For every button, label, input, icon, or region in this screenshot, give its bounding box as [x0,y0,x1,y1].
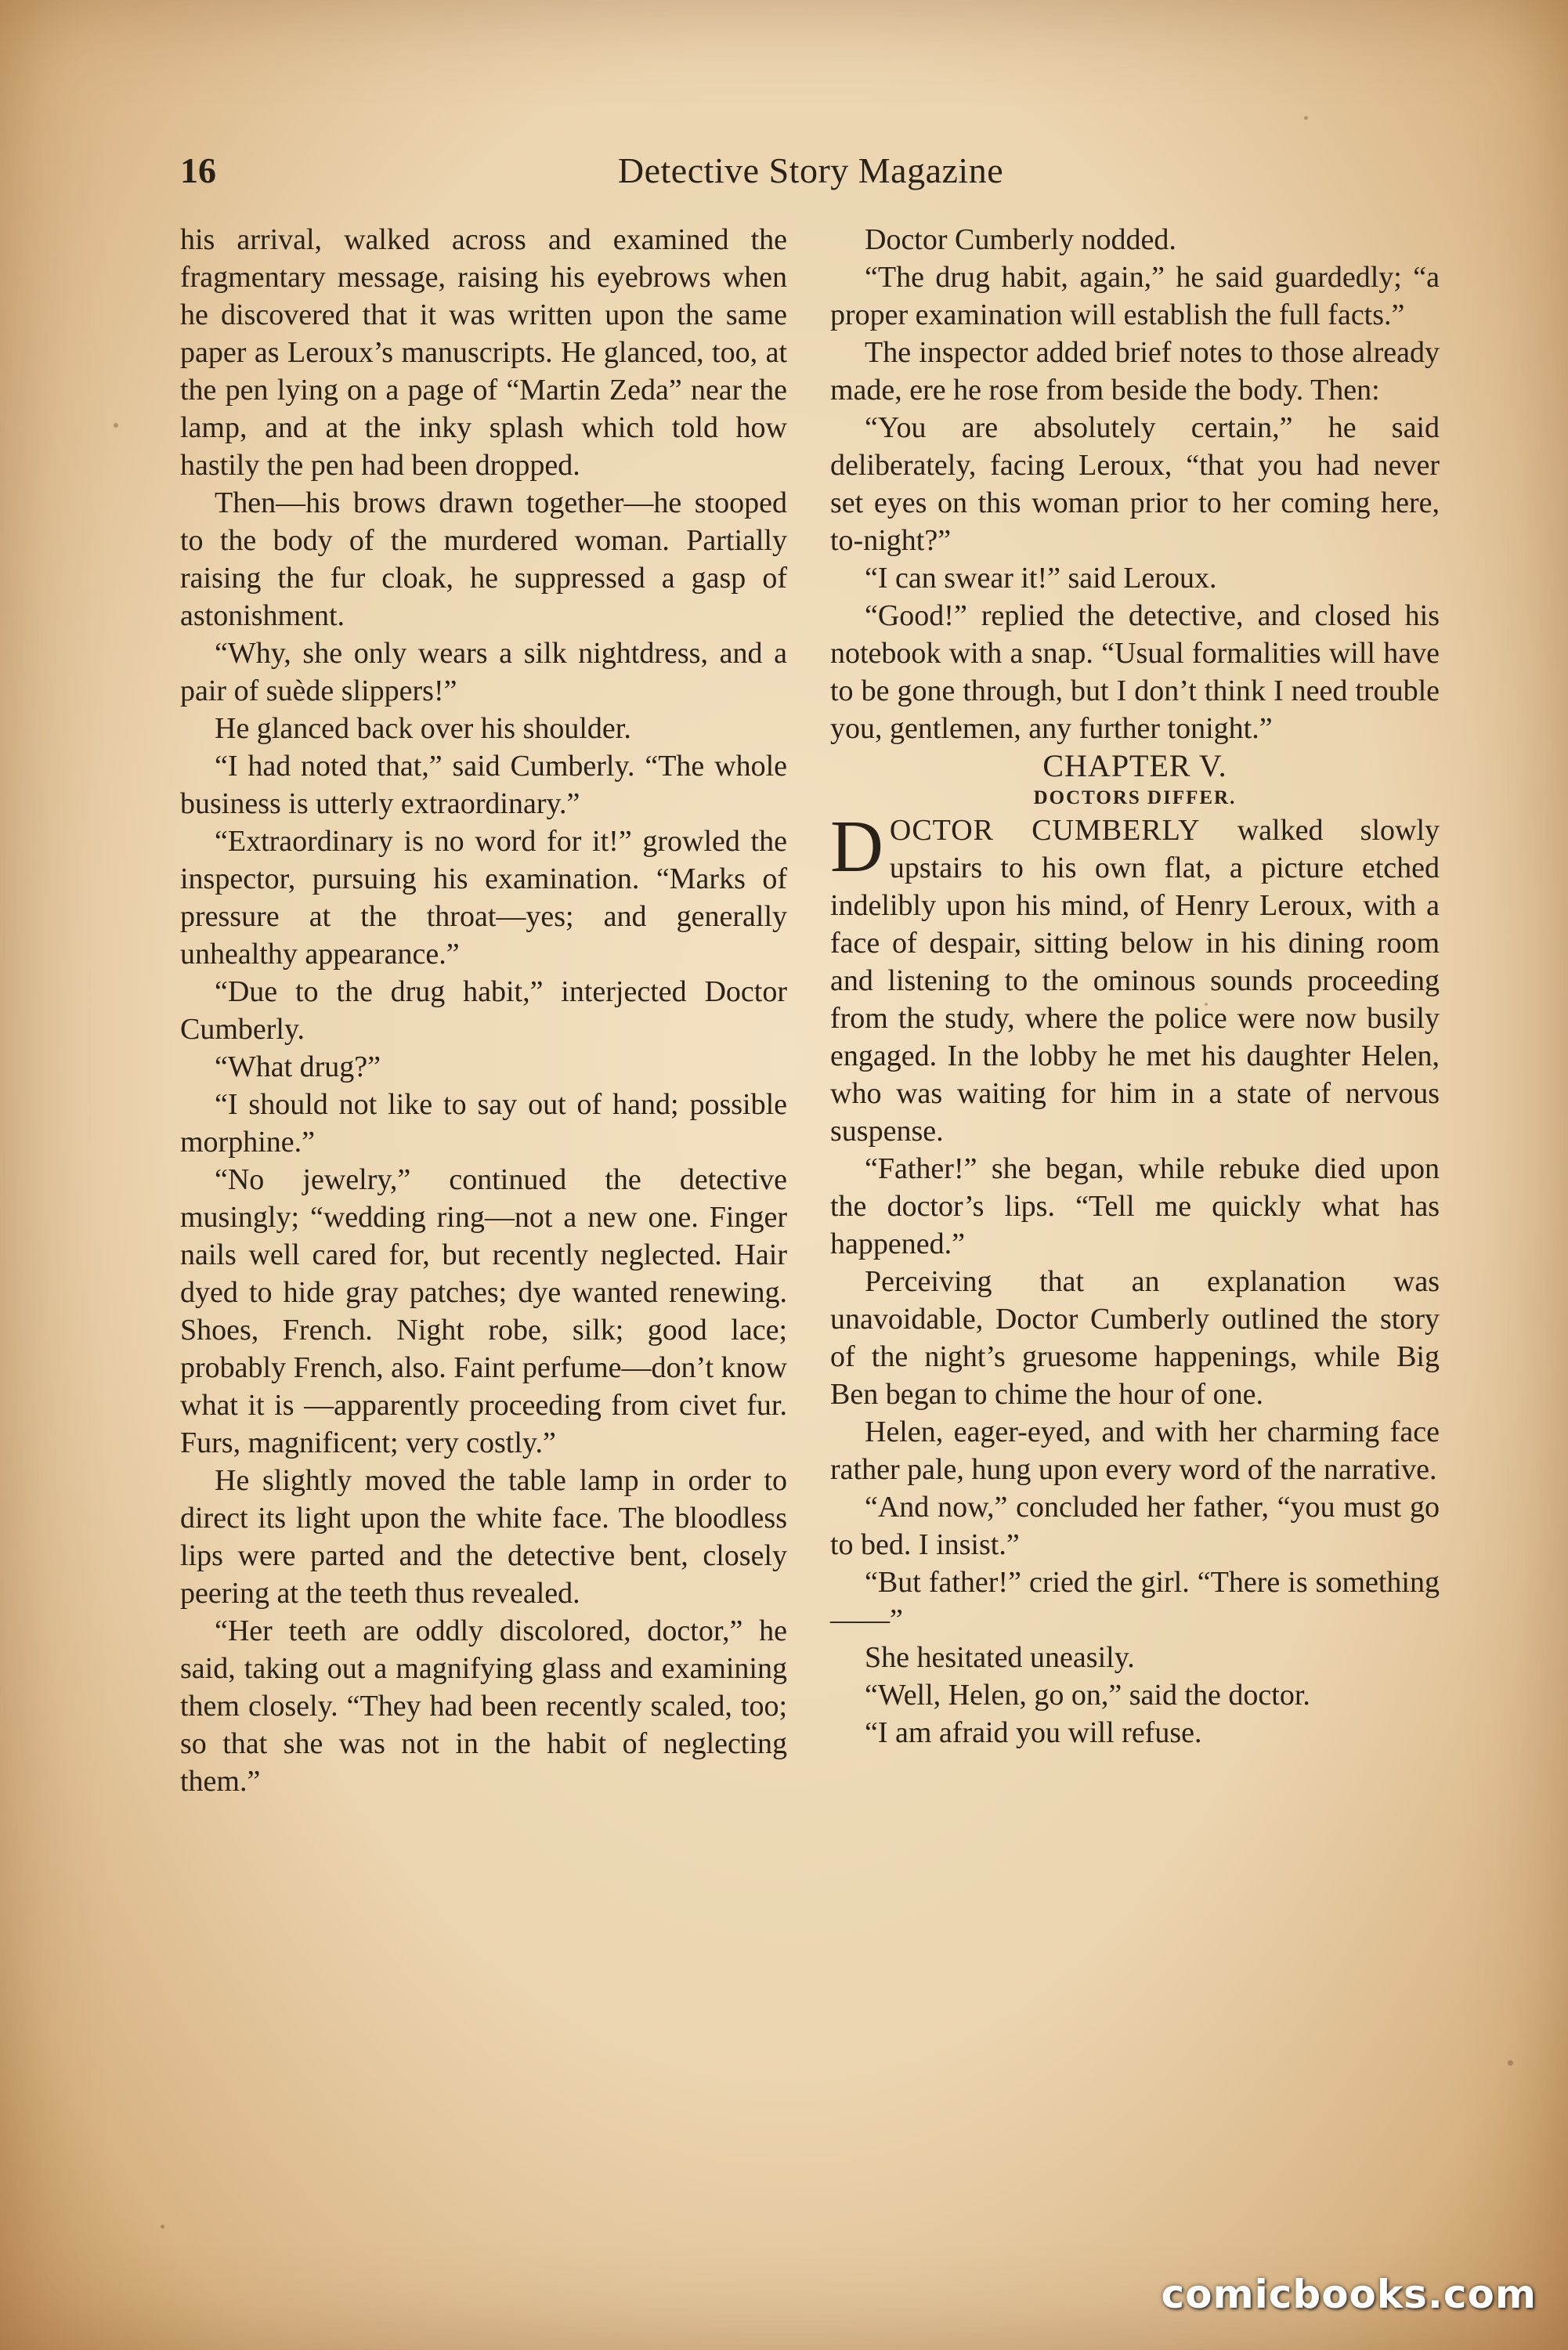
chapter-heading: CHAPTER V. [1042,748,1227,783]
paragraph: She hesitated uneasily. [865,1641,1135,1674]
paper-speck [161,2225,164,2229]
paragraph: Helen, eager-eyed, and with her charming face rather pale, hung upon every word of the narrative. [830,1415,1440,1486]
paragraph: The inspector added brief notes to those already made, ere he rose from beside the body. Then: [830,336,1440,407]
chapter-opening-paragraph [830,806,1440,1150]
paragraph: “The drug habit, again,” he said guardedly; “a proper examination will establish the full facts.” [830,261,1440,331]
paragraph: He glanced back over his shoulder. [215,712,631,745]
paragraph: “Her teeth are oddly discolored, doctor,” he said, taking out a magnifying glass and examining them closely. “They had been recently scaled, too; so that she was not in the habit of neglecting them.” [180,1614,787,1798]
paragraph: “No jewelry,” continued the detective musingly; “wedding ring—not a new one. Finger nails well cared for, but recently neglected. Hair dyed to hide gray patches; dye wanted renewing. Shoes, French. Night robe, silk; good lace; probably French, also. Faint perfume—don’t know what it is —apparently proceeding from civet fur. Furs, magnificent; very costly.” [180,1163,787,1459]
right-column [830,221,1440,1752]
opening-text: walked slowly upstairs to his own flat, a picture etched indelibly upon his mind, of Henry Leroux, with a face of despair, sitting below in his dining room and listening to the ominous sounds proceeding from the study, where the police were now busily engaged. In the lobby he met his daughter Helen, who was waiting for him in a state of nervous suspense. [830,814,1440,1148]
drop-cap: D [830,806,883,888]
paragraph: “Due to the drug habit,” interjected Doctor Cumberly. [180,975,787,1046]
paper-speck [1508,2060,1513,2066]
paragraph: Then—his brows drawn together—he stooped to the body of the murdered woman. Partially raising the fur cloak, he suppressed a gasp of astonishment. [180,486,787,632]
paragraph: his arrival, walked across and examined the fragmentary message, raising his eyebrows when he discovered that it was written upon the same paper as Leroux’s manuscripts. He glanced, too, at the pen lying on a page of “Martin Zeda” near the lamp, and at the inky splash which told how hastily the pen had been dropped. [180,223,787,482]
paragraph: “But father!” cried the girl. “There is something——” [830,1566,1440,1636]
paragraph: Doctor Cumberly nodded. [865,223,1176,256]
paragraph: “I should not like to say out of hand; possible morphine.” [180,1088,787,1159]
paragraph: “Well, Helen, go on,” said the doctor. [865,1679,1310,1712]
paper-speck [114,423,118,428]
paragraph: “Extraordinary is no word for it!” growled the inspector, pursuing his examination. “Marks of pressure at the throat—yes; and generally unhealthy appearance.” [180,825,787,971]
paragraph: Perceiving that an explanation was unavoidable, Doctor Cumberly outlined the story of the night’s gruesome happenings, while Big Ben began to chime the hour of one. [830,1265,1440,1411]
paragraph: “What drug?” [215,1050,381,1083]
site-watermark: comicbooks.com [1161,2272,1537,2317]
paragraph: “Why, she only wears a silk nightdress, and a pair of suède slippers!” [180,637,787,707]
left-column [180,221,787,1800]
chapter-subheading: DOCTORS DIFFER. [1033,787,1237,808]
paragraph: “Father!” she began, while rebuke died upon the doctor’s lips. “Tell me quickly what has happened.” [830,1152,1440,1260]
paragraph: “Good!” replied the detective, and closed his notebook with a snap. “Usual formalities will have to be gone through, but I don’t think I need trouble you, gentlemen, any further tonight.” [830,599,1440,745]
lead-caps: OCTOR CUMBERLY [889,814,1201,847]
paragraph: “And now,” concluded her father, “you must go to bed. I insist.” [830,1491,1440,1561]
paper-speck [1304,116,1308,120]
page-number: 16 [180,150,216,190]
paragraph: He slightly moved the table lamp in order to direct its light upon the white face. The bloodless lips were parted and the detective bent, closely peering at the teeth thus revealed. [180,1464,787,1610]
paragraph: “I am afraid you will refuse. [865,1716,1202,1749]
paragraph: “I can swear it!” said Leroux. [865,562,1217,595]
paragraph: “You are absolutely certain,” he said deliberately, facing Leroux, “that you had never set eyes on this woman prior to her coming here, to-night?” [830,411,1440,557]
paragraph: “I had noted that,” said Cumberly. “The whole business is utterly extraordinary.” [180,750,787,820]
running-title: Detective Story Magazine [617,150,1004,190]
page-header [180,147,1441,194]
